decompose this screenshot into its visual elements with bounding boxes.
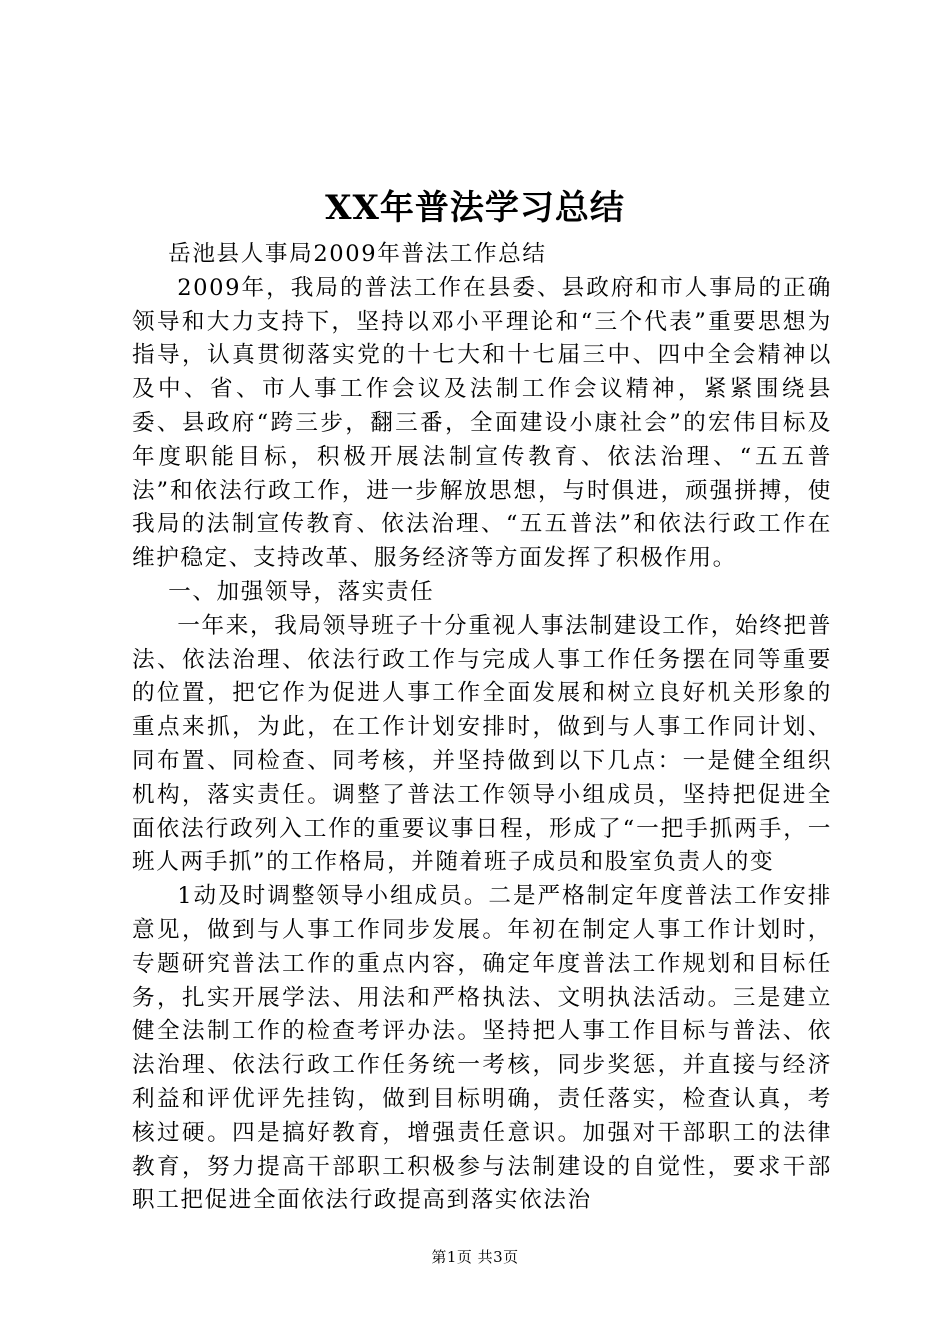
document-body [132, 238, 832, 1218]
page-footer: 第1页 共3页 [431, 1248, 519, 1266]
continued-paragraph: 1动及时调整领导小组成员。二是严格制定年度普法工作安排意见，做到与人事工作同步发展。年初在制定人事工作计划时，专题研究普法工作的重点内容，确定年度普法工作规划和目标任务，扎实开展学法、用法和严格执法、文明执法活动。三是建立健全法制工作的检查考评办法。坚持把人事工作目标与普法、依法治理、依法行政工作任务统一考核，同步奖惩，并直接与经济利益和评优评先挂钩，做到目标明确，责任落实，检查认真，考核过硬。四是搞好教育，增强责任意识。加强对干部职工的法律教育，努力提高干部职工积极参与法制建设的自觉性，要求干部职工把促进全面依法行政提高到落实依法治 [132, 883, 832, 1214]
intro-paragraph: 2009年，我局的普法工作在县委、县政府和市人事局的正确领导和大力支持下，坚持以邓小平理论和“三个代表”重要思想为指导，认真贯彻落实党的十七大和十七届三中、四中全会精神以及中、省、市人事工作会议及法制工作会议精神，紧紧围绕县委、县政府“跨三步，翻三番，全面建设小康社会”的宏伟目标及年度职能目标，积极开展法制宣传教育、依法治理、“五五普法”和依法行政工作，进一步解放思想，与时俱进，顽强拼搏，使我局的法制宣传教育、依法治理、“五五普法”和依法行政工作在维护稳定、支持改革、服务经济等方面发挥了积极作用。 [132, 274, 832, 572]
section-heading: 一、加强领导，落实责任 [168, 578, 435, 605]
section-paragraph: 一年来，我局领导班子十分重视人事法制建设工作，始终把普法、依法治理、依法行政工作与完成人事工作任务摆在同等重要的位置，把它作为促进人事工作全面发展和树立良好机关形象的重点来抓，为此，在工作计划安排时，做到与人事工作同计划、同布置、同检查、同考核，并坚持做到以下几点：一是健全组织机构，落实责任。调整了普法工作领导小组成员，坚持把促进全面依法行政列入工作的重要议事日程，形成了“一把手抓两手，一班人两手抓”的工作格局，并随着班子成员和股室负责人的变 [132, 612, 832, 876]
document-title: XX年普法学习总结 [325, 188, 625, 228]
subtitle-paragraph: 岳池县人事局2009年普法工作总结 [168, 241, 547, 267]
